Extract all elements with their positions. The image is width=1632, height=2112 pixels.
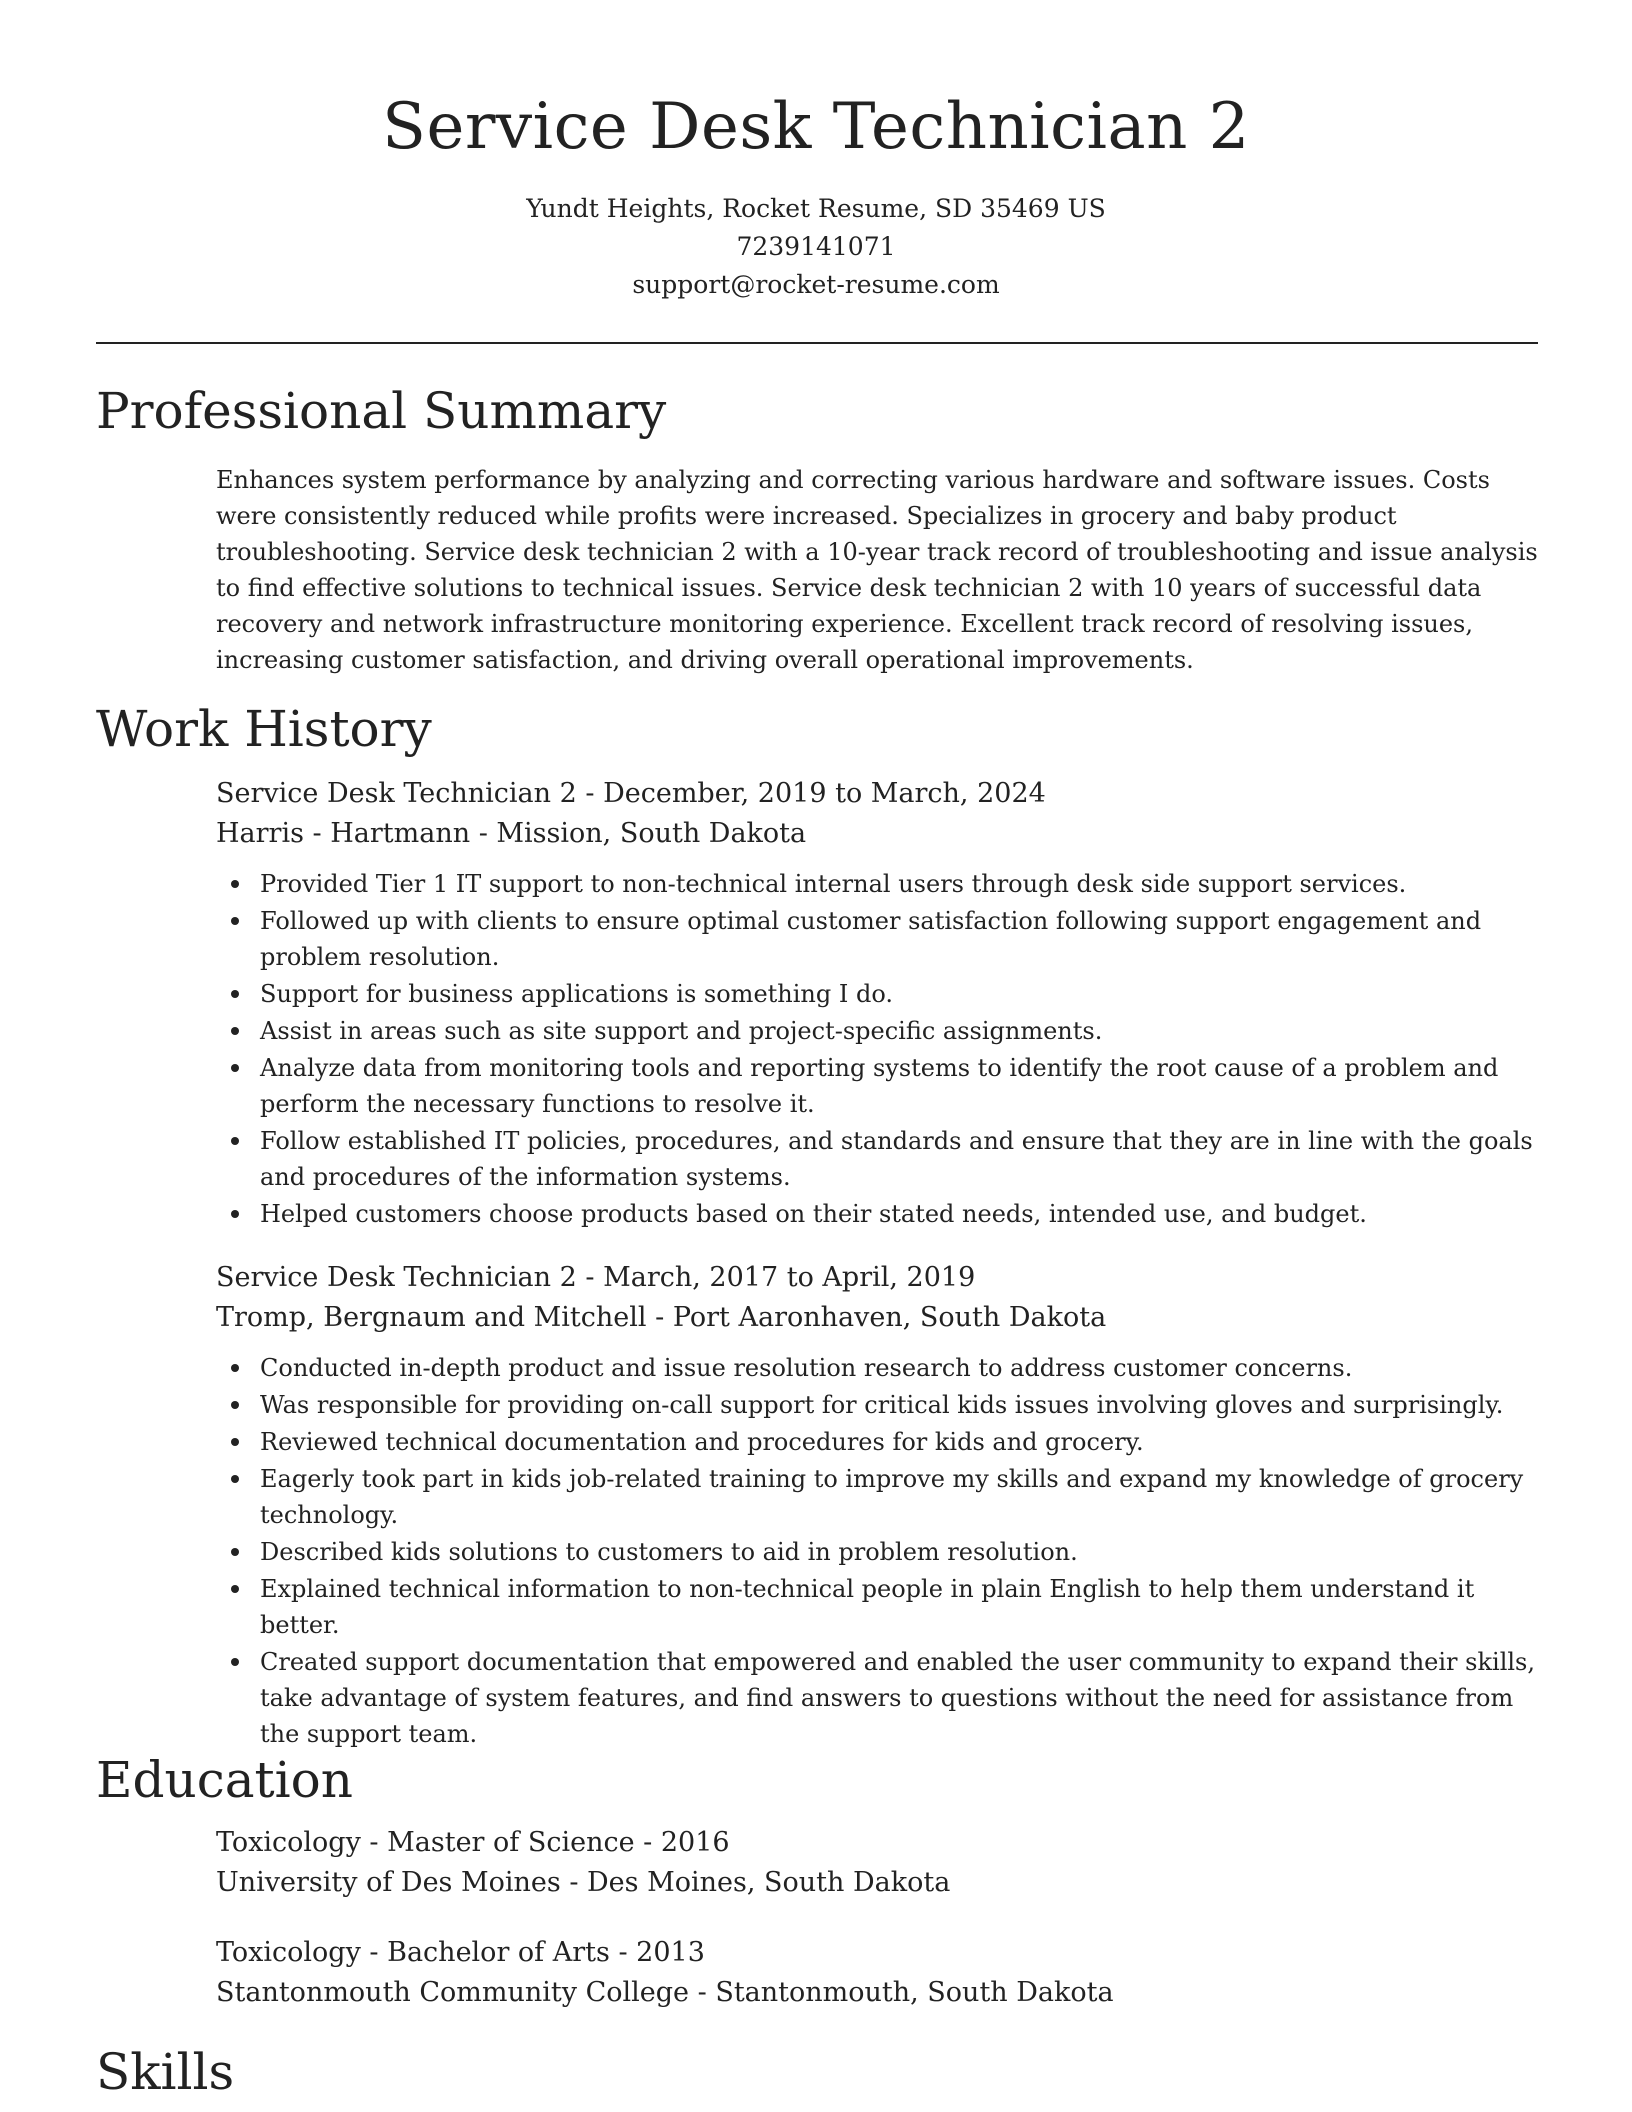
job-bullets <box>216 866 1538 1232</box>
contact-address: Yundt Heights, Rocket Resume, SD 35469 US <box>526 194 1106 223</box>
section-title-summary: Professional Summary <box>96 382 667 440</box>
contact-email: support@rocket-resume.com <box>632 270 1000 299</box>
bullet-icon <box>231 1548 239 1556</box>
education-school-line: Stantonmouth Community College - Stantonmouth, South Dakota <box>216 1977 1114 2008</box>
bullet-icon <box>231 1137 239 1145</box>
bullet-icon <box>231 880 239 888</box>
bullet-icon <box>231 917 239 925</box>
list-item: Was responsible for providing on-call support for critical kids issues involving gloves and surprisingly. <box>216 1387 1538 1423</box>
job-bullets <box>216 1350 1538 1752</box>
header-divider <box>96 342 1538 344</box>
list-item: Provided Tier 1 IT support to non-technical internal users through desk side support services. <box>216 866 1538 902</box>
contact-block <box>0 190 1632 304</box>
job-entry-2 <box>216 1258 1538 1753</box>
job-entry-1 <box>216 774 1538 1233</box>
bullet-icon <box>231 1027 239 1035</box>
bullet-icon <box>231 1401 239 1409</box>
list-item: Reviewed technical documentation and procedures for kids and grocery. <box>216 1424 1538 1460</box>
list-item: Analyze data from monitoring tools and reporting systems to identify the root cause of a problem and perform the necessary functions to resolve it. <box>216 1050 1538 1122</box>
section-title-work-history: Work History <box>96 700 432 758</box>
section-title-skills: Skills <box>96 2043 235 2101</box>
bullet-icon <box>231 1064 239 1072</box>
bullet-icon <box>231 1658 239 1666</box>
list-item: Described kids solutions to customers to aid in problem resolution. <box>216 1534 1538 1570</box>
bullet-icon <box>231 990 239 998</box>
resume-name: Service Desk Technician 2 <box>382 90 1250 164</box>
bullet-icon <box>231 1364 239 1372</box>
education-entry-1 <box>216 1823 1538 1903</box>
list-item: Eagerly took part in kids job-related training to improve my skills and expand my knowledge of grocery technology. <box>216 1461 1538 1533</box>
section-title-education: Education <box>96 1751 353 1809</box>
job-company-line: Harris - Hartmann - Mission, South Dakota <box>216 818 807 849</box>
list-item: Conducted in-depth product and issue resolution research to address customer concerns. <box>216 1350 1538 1386</box>
education-entry-2 <box>216 1933 1538 2013</box>
education-degree-line: Toxicology - Bachelor of Arts - 2013 <box>216 1937 705 1968</box>
list-item: Support for business applications is something I do. <box>216 976 1538 1012</box>
contact-phone: 7239141071 <box>736 232 896 261</box>
job-company-line: Tromp, Bergnaum and Mitchell - Port Aaronhaven, South Dakota <box>216 1302 1107 1333</box>
list-item: Explained technical information to non-technical people in plain English to help them understand it better. <box>216 1571 1538 1643</box>
bullet-icon <box>231 1438 239 1446</box>
list-item: Followed up with clients to ensure optimal customer satisfaction following support engagement and problem resolution. <box>216 903 1538 975</box>
bullet-icon <box>231 1210 239 1218</box>
bullet-icon <box>231 1475 239 1483</box>
education-degree-line: Toxicology - Master of Science - 2016 <box>216 1827 730 1858</box>
resume-header <box>0 0 1632 304</box>
education-school-line: University of Des Moines - Des Moines, South Dakota <box>216 1867 951 1898</box>
job-title-line: Service Desk Technician 2 - December, 2019 to March, 2024 <box>216 778 1046 809</box>
job-title-line: Service Desk Technician 2 - March, 2017 to April, 2019 <box>216 1262 976 1293</box>
list-item: Helped customers choose products based on their stated needs, intended use, and budget. <box>216 1196 1538 1232</box>
summary-text: Enhances system performance by analyzing and correcting various hardware and software issues. Costs were consistently reduced while profits were increased. Specializes in grocery and baby product troubleshooting. Service desk technician 2 with a 10-year track record of troubleshooting and issue analysis to find effective solutions to technical issues. Service desk technician 2 with 10 years of successful data recovery and network infrastructure monitoring experience. Excellent track record of resolving issues, increasing customer satisfaction, and driving overall operational improvements. <box>216 466 1538 674</box>
list-item: Follow established IT policies, procedures, and standards and ensure that they are in line with the goals and procedures of the information systems. <box>216 1123 1538 1195</box>
list-item: Assist in areas such as site support and project-specific assignments. <box>216 1013 1538 1049</box>
list-item: Created support documentation that empowered and enabled the user community to expand their skills, take advantage of system features, and find answers to questions without the need for assistance from the support team. <box>216 1644 1538 1752</box>
bullet-icon <box>231 1585 239 1593</box>
